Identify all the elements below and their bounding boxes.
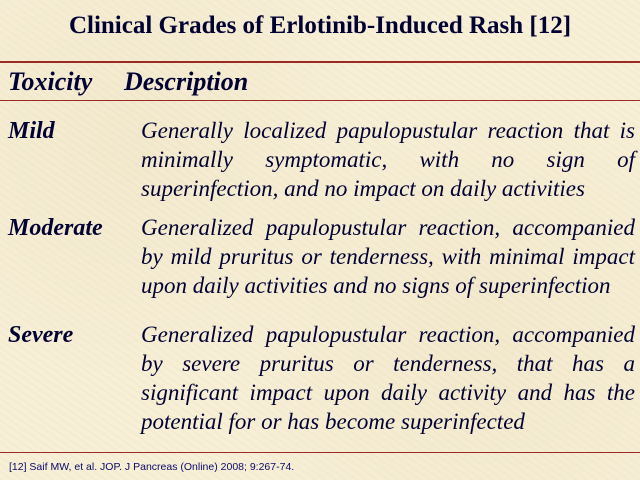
- grade-description: Generally localized papulopustular reaction that is minimally symptomatic, with no sign of superinfection, and no impact on daily activities: [141, 118, 635, 201]
- grade-description: Generalized papulopustular reaction, accompanied by severe pruritus or tenderness, that has a significant impact upon daily activity and has the potential for or has become superinfected: [141, 322, 635, 434]
- grade-description: Generalized papulopustular reaction, accompanied by mild pruritus or tenderness, with minimal impact upon daily activities and no signs of superinfection: [141, 215, 635, 298]
- grade-label: Mild: [8, 118, 55, 144]
- column-header-toxicity: Toxicity: [8, 67, 93, 96]
- slide-title: Clinical Grades of Erlotinib-Induced Rash [12]: [68, 12, 572, 39]
- column-header-description: Description: [124, 67, 249, 96]
- footnote-reference: [12] Saif MW, et al. JOP. J Pancreas (Online) 2008; 9:267-74.: [9, 461, 295, 473]
- grade-label: Severe: [8, 322, 74, 348]
- grade-label: Moderate: [8, 215, 103, 241]
- footer-divider: [0, 452, 640, 453]
- header-divider: [0, 100, 640, 101]
- title-divider: [0, 61, 640, 63]
